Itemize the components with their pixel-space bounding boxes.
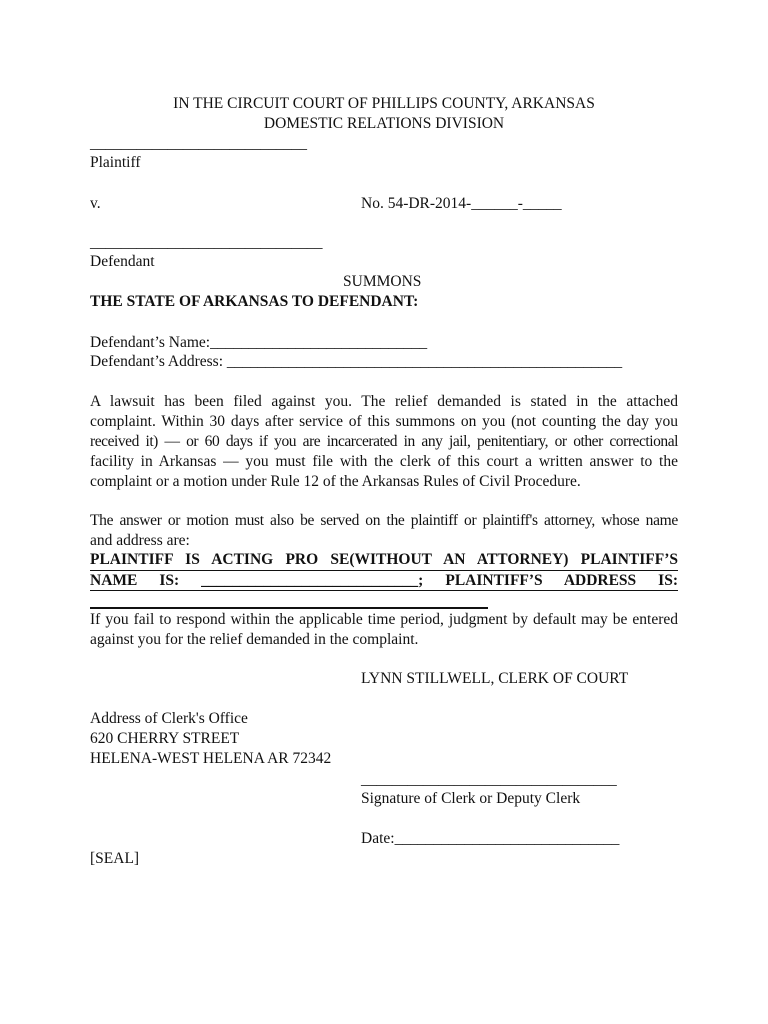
paragraph-line: and address are: — [90, 532, 190, 549]
plaintiff-address-blank-line — [90, 607, 488, 609]
versus-label: v. — [90, 195, 101, 212]
summons-title: SUMMONS — [343, 273, 422, 290]
defendant-label: Defendant — [90, 253, 155, 270]
clerk-office-heading: Address of Clerk's Office — [90, 710, 248, 727]
plaintiff-signature-line: ____________________________ — [90, 135, 307, 152]
paragraph-line: facility in Arkansas — you must file with the clerk of this court a written answer to the — [90, 453, 678, 470]
paragraph-line: If you fail to respond within the applicable time period, judgment by default may be entered — [90, 611, 678, 628]
clerk-office-street: 620 CHERRY STREET — [90, 730, 240, 747]
plaintiff-label: Plaintiff — [90, 154, 141, 171]
paragraph-line: received it) — or 60 days if you are incarcerated in any jail, penitentiary, or other correctional — [90, 433, 678, 450]
clerk-signature-line: _________________________________ — [361, 771, 617, 788]
paragraph-line: against you for the relief demanded in the complaint. — [90, 631, 419, 648]
court-heading: IN THE CIRCUIT COURT OF PHILLIPS COUNTY, ARKANSAS — [173, 95, 595, 112]
pro-se-notice-line: PLAINTIFF IS ACTING PRO SE(WITHOUT AN ATTORNEY) PLAINTIFF’S — [90, 551, 678, 568]
paragraph-line: The answer or motion must also be served on the plaintiff or plaintiff's attorney, whose name — [90, 512, 678, 529]
plaintiff-address-underline — [90, 590, 678, 591]
case-number: No. 54-DR-2014-______-_____ — [361, 195, 562, 212]
paragraph-line: complaint or a motion under Rule 12 of the Arkansas Rules of Civil Procedure. — [90, 473, 581, 490]
clerk-office-city: HELENA-WEST HELENA AR 72342 — [90, 750, 332, 767]
clerk-signature-label: Signature of Clerk or Deputy Clerk — [361, 790, 581, 807]
defendant-name-field: Defendant’s Name:____________________________ — [90, 334, 428, 351]
division-heading: DOMESTIC RELATIONS DIVISION — [263, 115, 505, 132]
defendant-address-field: Defendant’s Address: ___________________________________________________ — [90, 353, 623, 370]
state-to-defendant-heading: THE STATE OF ARKANSAS TO DEFENDANT: — [90, 293, 419, 310]
paragraph-line: A lawsuit has been filed against you. The relief demanded is stated in the attached — [90, 393, 678, 410]
clerk-name: LYNN STILLWELL, CLERK OF COURT — [361, 670, 629, 687]
date-field: Date:_____________________________ — [361, 830, 620, 847]
plaintiff-name-address-line: NAME IS: ____________________________; PLAINTIFF’S ADDRESS IS: — [90, 572, 678, 589]
defendant-signature-line: ______________________________ — [90, 234, 323, 251]
seal-placeholder: [SEAL] — [90, 850, 140, 867]
paragraph-line: complaint. Within 30 days after service of this summons on you (not counting the day you — [90, 413, 678, 430]
